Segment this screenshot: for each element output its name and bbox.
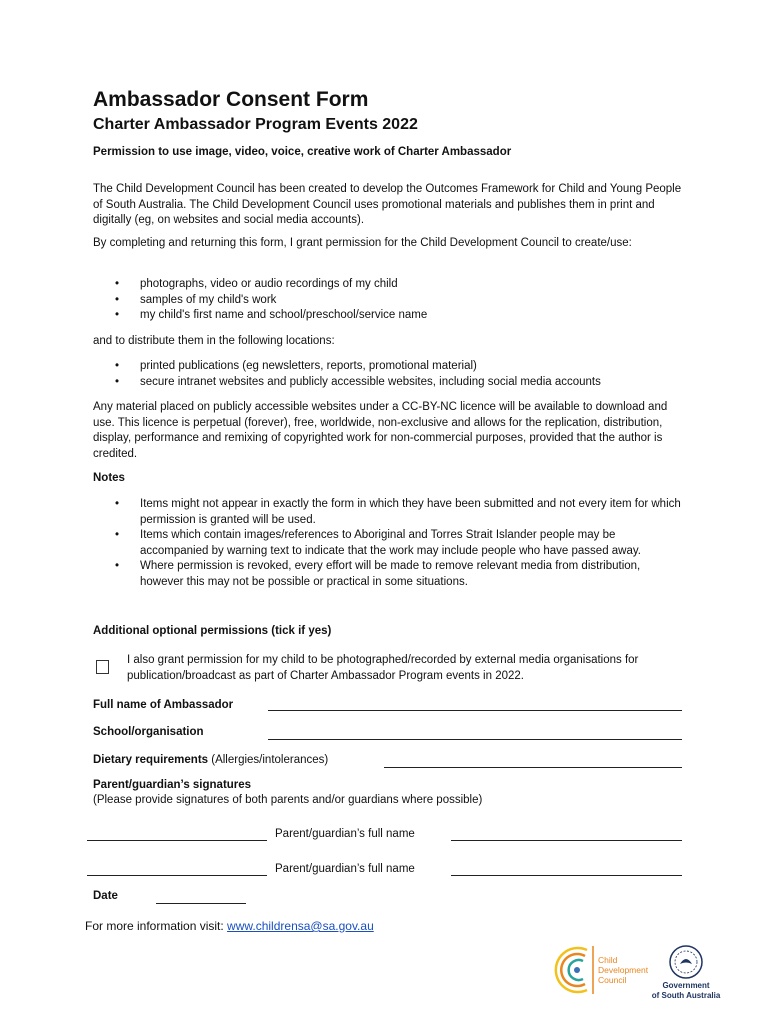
dietary-label	[93, 754, 328, 766]
list-item: • samples of my child's work	[93, 293, 683, 309]
dietary-label-note: (Allergies/intolerances)	[211, 754, 329, 766]
list-item: • Items might not appear in exactly the form in which they have been submitted and not every item for which permission is granted will be used.	[93, 497, 683, 528]
distribute-intro: and to distribute them in the following locations:	[93, 335, 335, 347]
government-of-south-australia-logo	[648, 942, 732, 1002]
parent-signature-field-1[interactable]	[87, 840, 267, 841]
gov-text-line2: of South Australia	[651, 991, 721, 1000]
full-name-label: Full name of Ambassador	[93, 699, 234, 711]
parent-full-name-field-2[interactable]	[451, 875, 682, 876]
external-media-checkbox[interactable]	[96, 660, 109, 674]
gov-text-line1: Government	[662, 981, 710, 990]
list-item: • secure intranet websites and publicly accessible websites, including social media accounts	[93, 375, 683, 391]
school-label: School/organisation	[93, 726, 204, 738]
cdc-text-council: Council	[598, 975, 627, 985]
create-use-list	[93, 277, 683, 324]
list-item: • Items which contain images/references to Aboriginal and Torres Strait Islander people may be accompanied by warning text to indicate that the work may include people who have passed away.	[93, 528, 683, 559]
footer-info	[85, 919, 374, 933]
licence-paragraph: Any material placed on publicly accessible websites under a CC-BY-NC licence will be available to download and use. This licence is perpetual (forever), free, worldwide, non-exclusive and allows for the replication, distribution, display, performance and remixing of copyrighted work for non-commercial purposes, provided that the author is credited.	[93, 401, 668, 460]
notes-heading: Notes	[93, 472, 125, 484]
page-title: Ambassador Consent Form	[93, 88, 369, 111]
full-name-field[interactable]	[268, 710, 682, 711]
parent-full-name-field-1[interactable]	[451, 840, 682, 841]
intro-paragraph-2: By completing and returning this form, I grant permission for the Child Development Council to create/use:	[93, 237, 632, 249]
parent-full-name-label-1: Parent/guardian’s full name	[275, 828, 415, 840]
child-development-council-logo	[549, 942, 659, 998]
dietary-label-bold: Dietary requirements	[93, 754, 209, 766]
additional-permissions-heading: Additional optional permissions (tick if yes)	[93, 625, 332, 637]
cdc-text-child: Child	[598, 955, 618, 965]
page-subtitle: Charter Ambassador Program Events 2022	[93, 116, 418, 133]
footer-prefix: For more information visit:	[85, 919, 228, 933]
intro-paragraph-1: The Child Development Council has been created to develop the Outcomes Framework for Child and Young People of South Australia. The Child Development Council uses promotional materials and publishes them in print and digitally (eg, on websites and social media accounts).	[93, 183, 682, 226]
parent-signature-field-2[interactable]	[87, 875, 267, 876]
additional-permission-text: I also grant permission for my child to be photographed/recorded by external media organisations for publication/broadcast as part of Charter Ambassador Program events in 2022.	[127, 654, 639, 682]
date-label: Date	[93, 890, 118, 902]
school-field[interactable]	[268, 739, 682, 740]
parent-signatures-note: (Please provide signatures of both parents and/or guardians where possible)	[93, 794, 483, 806]
list-item: • printed publications (eg newsletters, reports, promotional material)	[93, 359, 683, 375]
distribute-list	[93, 359, 683, 390]
logo-dot	[574, 967, 580, 973]
date-field[interactable]	[156, 903, 246, 904]
notes-list	[93, 497, 683, 590]
info-email-link[interactable]: www.childrensa@sa.gov.au	[227, 919, 374, 933]
permission-heading: Permission to use image, video, voice, creative work of Charter Ambassador	[93, 146, 512, 158]
logo-arc-orange	[561, 954, 585, 986]
cdc-text-development: Development	[598, 965, 649, 975]
list-item: • photographs, video or audio recordings of my child	[93, 277, 683, 293]
parent-full-name-label-2: Parent/guardian’s full name	[275, 863, 415, 875]
parent-signatures-heading: Parent/guardian’s signatures	[93, 779, 252, 791]
list-item: • Where permission is revoked, every effort will be made to remove relevant media from distribution, however this may not be possible or practical in some situations.	[93, 559, 683, 590]
dietary-field[interactable]	[384, 767, 682, 768]
list-item: • my child's first name and school/preschool/service name	[93, 308, 683, 324]
